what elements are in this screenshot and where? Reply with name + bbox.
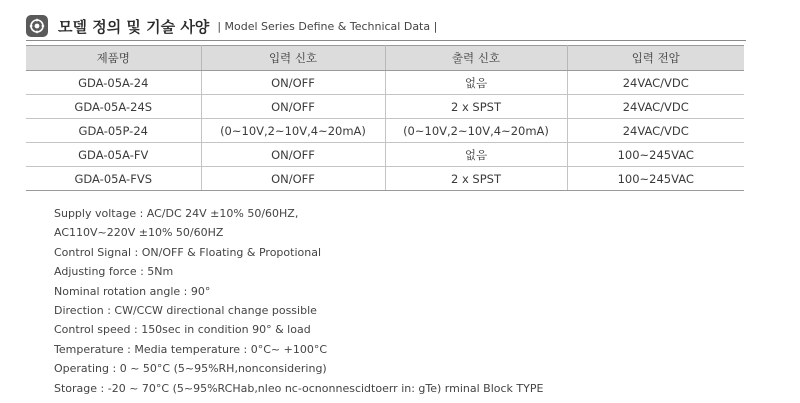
section-subtitle: | Model Series Define & Technical Data | (217, 19, 438, 33)
cell-output-signal: 2 x SPST (385, 167, 567, 191)
section-title: 모델 정의 및 기술 사양 (58, 17, 210, 36)
spec-line: AC110V~220V ±10% 50/60HZ (54, 226, 224, 240)
spec-line: Operating : 0 ~ 50°C (5~95%RH,nonconsidering) (54, 362, 327, 376)
column-header-input-voltage: 입력 전압 (567, 46, 744, 71)
table-row (26, 167, 744, 191)
column-header-input-signal: 입력 신호 (201, 46, 385, 71)
spec-line: Supply voltage : AC/DC 24V ±10% 50/60HZ, (54, 207, 299, 220)
table-row (26, 119, 744, 143)
cell-product-name: GDA-05A-FVS (26, 167, 201, 191)
spec-line: Direction : CW/CCW directional change possible (54, 304, 317, 318)
cell-output-signal: 없음 (385, 71, 567, 95)
spec-line: Nominal rotation angle : 90° (54, 284, 211, 298)
spec-line: Storage : -20 ~ 70°C (5~95%RCHab,nleo nc-ocnonnescidtoerr in: gTe) rminal Block TYPE (54, 381, 544, 395)
cell-input-voltage: 100~245VAC (567, 143, 744, 167)
spec-line: Control Signal : ON/OFF & Floating & Propotional (54, 245, 322, 259)
column-header-product-name: 제품명 (26, 46, 201, 71)
cell-input-signal: ON/OFF (201, 71, 385, 95)
title-divider (26, 40, 746, 41)
cell-product-name: GDA-05A-24S (26, 95, 201, 119)
cell-output-signal: 없음 (385, 143, 567, 167)
cell-output-signal: 2 x SPST (385, 95, 567, 119)
column-header-output-signal: 출력 신호 (385, 46, 567, 71)
cell-input-voltage: 24VAC/VDC (567, 95, 744, 119)
spec-line: Adjusting force : 5Nm (54, 265, 174, 279)
cell-input-signal: (0~10V,2~10V,4~20mA) (201, 119, 385, 143)
cell-product-name: GDA-05A-24 (26, 71, 201, 95)
table-header-row (26, 46, 744, 71)
cell-input-voltage: 100~245VAC (567, 167, 744, 191)
cell-input-voltage: 24VAC/VDC (567, 119, 744, 143)
cell-output-signal: (0~10V,2~10V,4~20mA) (385, 119, 567, 143)
spec-line: Temperature : Media temperature : 0°C~ +100°C (54, 342, 328, 356)
spec-line: Control speed : 150sec in condition 90° & load (54, 323, 311, 337)
cell-input-signal: ON/OFF (201, 167, 385, 191)
gear-badge-icon (26, 15, 48, 37)
technical-specs-list (54, 204, 543, 398)
model-spec-table (26, 45, 744, 191)
cell-product-name: GDA-05A-FV (26, 143, 201, 167)
cell-product-name: GDA-05P-24 (26, 119, 201, 143)
cell-input-voltage: 24VAC/VDC (567, 71, 744, 95)
table-row (26, 143, 744, 167)
cell-input-signal: ON/OFF (201, 95, 385, 119)
table-row (26, 95, 744, 119)
table-row (26, 71, 744, 95)
section-header (26, 13, 437, 39)
cell-input-signal: ON/OFF (201, 143, 385, 167)
